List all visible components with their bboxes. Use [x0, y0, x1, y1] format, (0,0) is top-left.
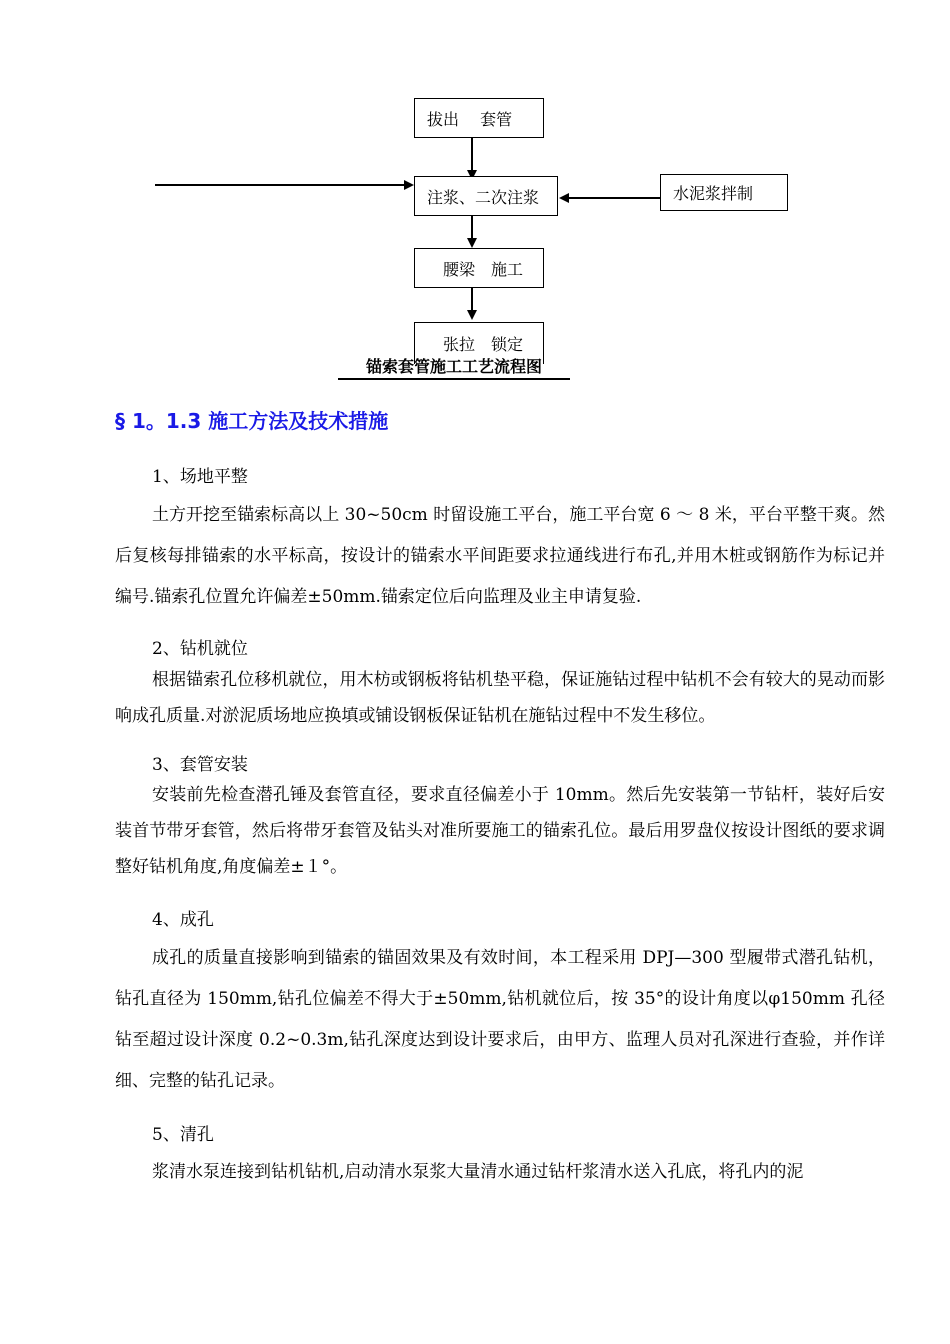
- item-text-hole-cleaning: 浆清水泵连接到钻机钻机,启动清水泵浆大量清水通过钻杆浆清水送入孔底，将孔内的泥: [152, 1162, 804, 1182]
- flow-box-waist-beam: 腰梁 施工: [414, 248, 544, 288]
- item-text-drilling: 成孔的质量直接影响到锚索的锚固效果及有效时间，本工程采用 DPJ—300 型履带式潜孔钻机，钻孔直径为 150mm,钻孔位偏差不得大于±50mm,钻机就位后，按 35°的设计角度以φ150mm 孔径钻至超过设计深度 0.2~0.3m,钻孔深度达到设计要求后，由甲方、监理人员对孔深进行查验，并作详细、完整的钻孔记录。: [115, 948, 885, 1091]
- flow-mix-connector: [568, 197, 660, 199]
- item-title-drilling: 4、成孔: [152, 910, 214, 930]
- item-title-rig-positioning: 2、钻机就位: [152, 639, 248, 659]
- flow-arrow-down-icon: [467, 310, 477, 320]
- item-text-site-leveling: 土方开挖至锚索标高以上 30~50cm 时留设施工平台，施工平台宽 6 ～ 8 米，平台平整干爽。然后复核每排锚索的水平标高，按设计的锚索水平间距要求拉通线进行布孔,并用木桩或钢筋作为标记并编号.锚索孔位置允许偏差±50mm.锚索定位后向监理及业主申请复验.: [115, 505, 885, 607]
- flow-connector: [471, 288, 473, 312]
- flow-connector: [471, 216, 473, 240]
- flow-arrow-down-icon: [467, 238, 477, 248]
- flow-arrow-right-icon: [404, 180, 414, 190]
- item-title-hole-cleaning: 5、清孔: [152, 1125, 214, 1145]
- flow-box-grouting: 注浆、二次注浆: [414, 176, 558, 216]
- flowchart-caption: 锚索套管施工工艺流程图: [338, 356, 570, 380]
- flow-connector: [471, 138, 473, 172]
- item-title-site-leveling: 1、场地平整: [152, 467, 248, 487]
- flow-box-tension-lock: 张拉 锁定: [414, 322, 544, 364]
- flow-box-cement-mixing: 水泥浆拌制: [660, 174, 788, 211]
- item-text-casing-install: 安装前先检查潜孔锤及套管直径，要求直径偏差小于 10mm。然后先安装第一节钻杆，装好后安装首节带牙套管，然后将带牙套管及钻头对准所要施工的锚索孔位。最后用罗盘仪按设计图纸的要求调整好钻机角度,角度偏差±１°。: [115, 785, 885, 877]
- item-text-rig-positioning: 根据锚索孔位移机就位，用木枋或钢板将钻机垫平稳，保证施钻过程中钻机不会有较大的晃动而影响成孔质量.对淤泥质场地应换填或铺设钢板保证钻机在施钻过程中不发生移位。: [115, 670, 885, 726]
- section-heading: § 1。1.3 施工方法及技术措施: [115, 409, 389, 433]
- flow-box-pull-casing: 拔出 套管: [414, 98, 544, 138]
- flow-left-input-line: [155, 184, 405, 186]
- item-title-casing-install: 3、套管安装: [152, 755, 248, 775]
